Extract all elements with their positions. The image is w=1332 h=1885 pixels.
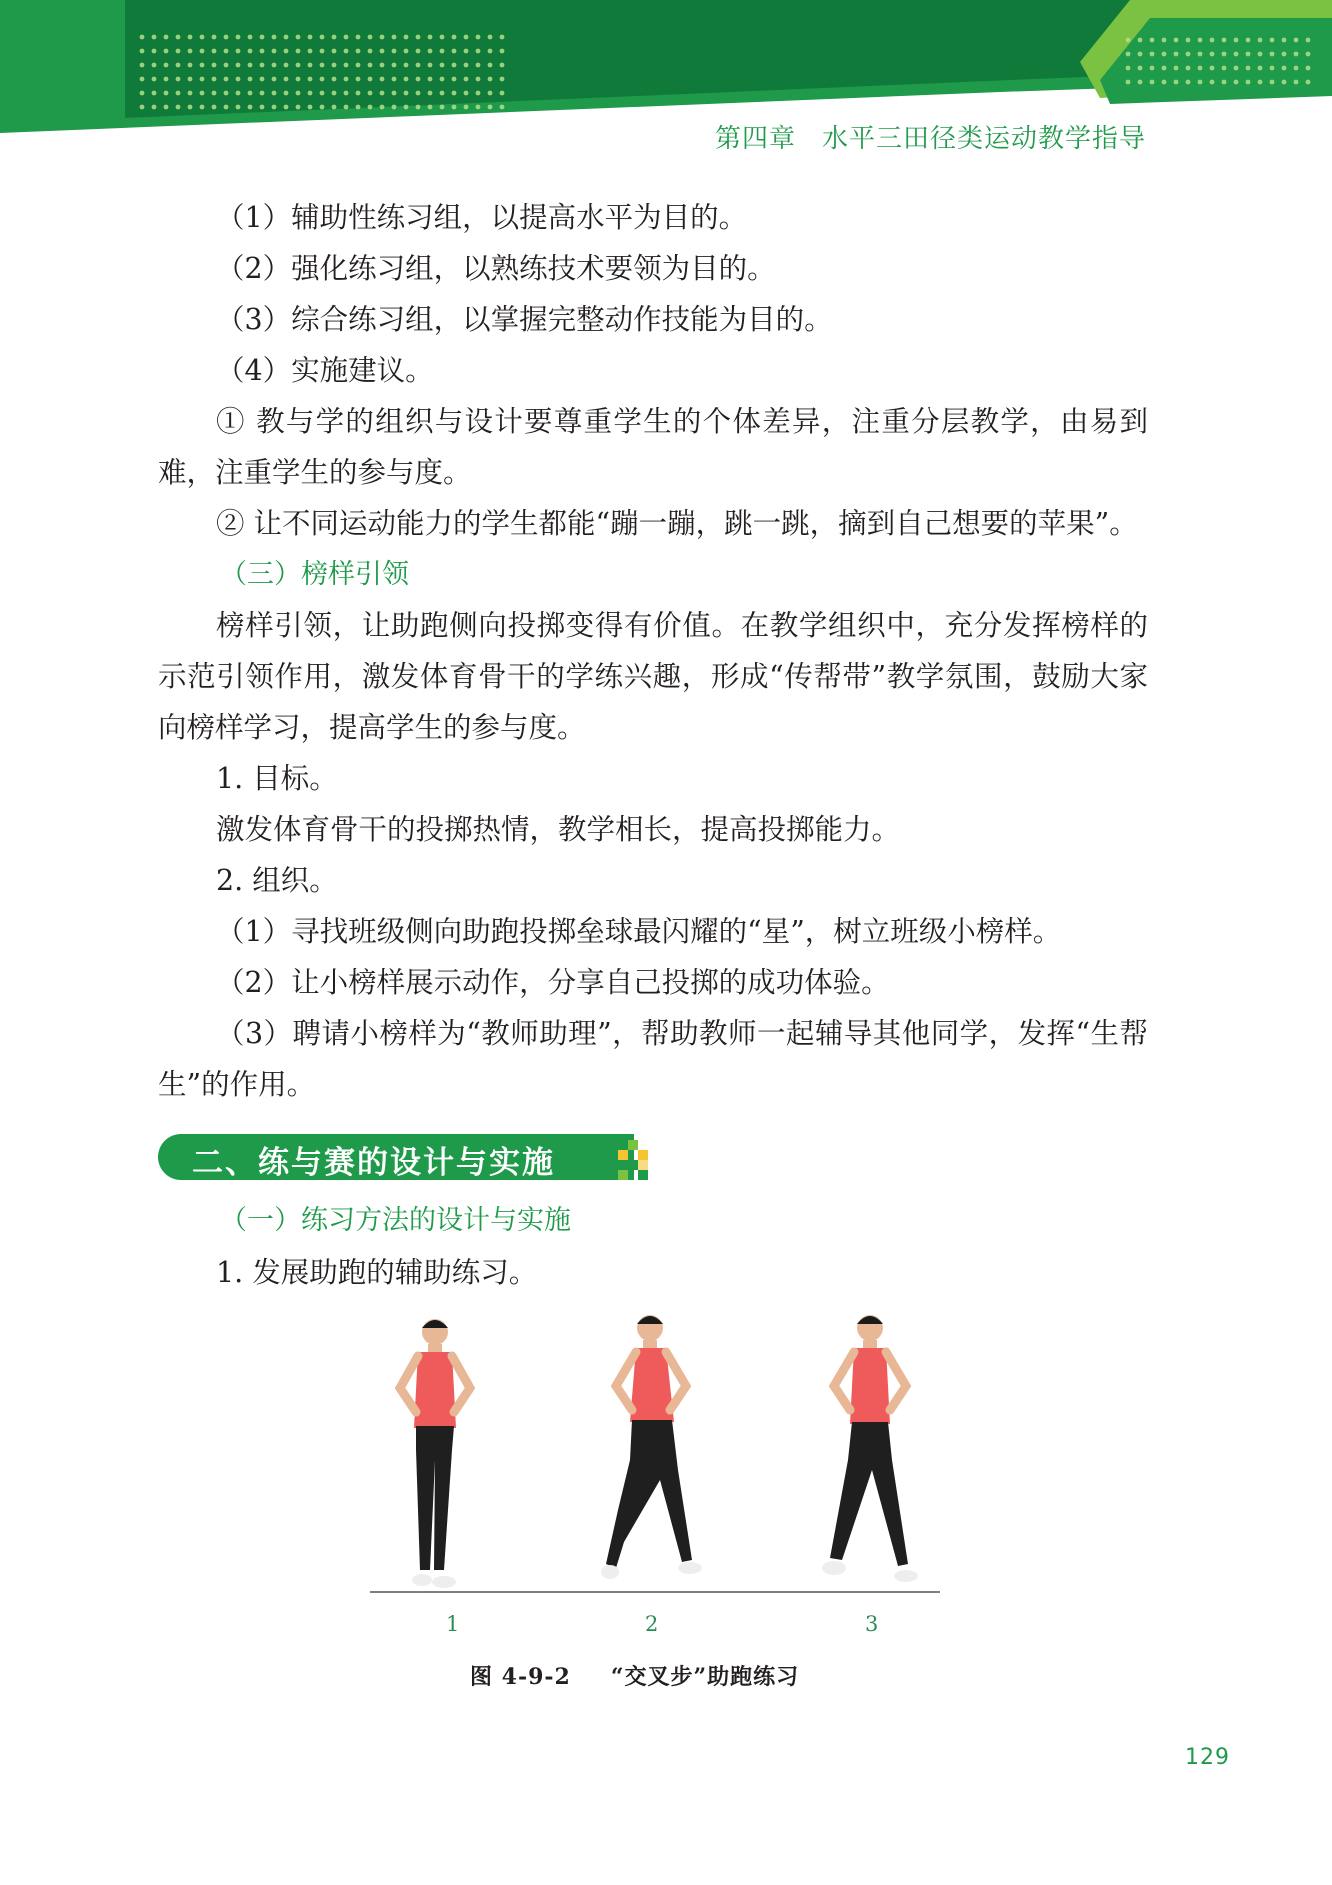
- paragraph: （2）强化练习组，以熟练技术要领为目的。: [216, 252, 776, 285]
- paragraph: （2）让小榜样展示动作，分享自己投掷的成功体验。: [216, 966, 890, 999]
- figure-label: 2: [645, 1612, 659, 1636]
- paragraph: （4）实施建议。: [216, 354, 434, 387]
- subheading: （一）练习方法的设计与实施: [220, 1205, 571, 1236]
- paragraph: （3）聘请小榜样为“教师助理”，帮助教师一起辅导其他同学，发挥“生帮生”的作用。: [158, 1017, 1148, 1101]
- paragraph: ② 让不同运动能力的学生都能“蹦一蹦，跳一跳，摘到自己想要的苹果”。: [216, 507, 1138, 540]
- athlete-pose-2: [601, 1315, 702, 1579]
- paragraph: （3）综合练习组，以掌握完整动作技能为目的。: [216, 303, 833, 336]
- athlete-pose-3: [822, 1315, 918, 1582]
- paragraph: ① 教与学的组织与设计要尊重学生的个体差异，注重分层教学，由易到难，注重学生的参与度。: [158, 405, 1148, 489]
- page-number: 129: [1185, 1745, 1230, 1770]
- header-banner: [0, 0, 1332, 135]
- figure-caption: [470, 1660, 799, 1691]
- paragraph: 1. 目标。: [216, 762, 338, 795]
- subheading: （三）榜样引领: [220, 559, 409, 590]
- paragraph: 榜样引领，让助跑侧向投掷变得有价值。在教学组织中，充分发挥榜样的示范引领作用，激发体育骨干的学练兴趣，形成“传帮带”教学氛围，鼓励大家向榜样学习，提高学生的参与度。: [158, 609, 1148, 744]
- chapter-number: 第四章: [714, 124, 796, 154]
- body-text: [158, 192, 1148, 1110]
- paragraph: （1）辅助性练习组，以提高水平为目的。: [216, 201, 748, 234]
- crossover-step-photo: [360, 1310, 960, 1610]
- section-title: 二、练与赛的设计与实施: [192, 1145, 555, 1181]
- paragraph: 激发体育骨干的投掷热情，教学相长，提高投掷能力。: [216, 813, 901, 846]
- figure-number: 图 4-9-2: [470, 1664, 571, 1690]
- checker-decoration-icon: [618, 1134, 648, 1180]
- chapter-title: 水平三田径类运动教学指导: [821, 124, 1146, 154]
- paragraph: （1）寻找班级侧向助跑投掷垒球最闪耀的“星”，树立班级小榜样。: [216, 915, 1062, 948]
- figure-title: “交叉步”助跑练习: [610, 1664, 800, 1690]
- section-heading: [158, 1134, 648, 1180]
- chapter-header: [715, 118, 1146, 155]
- paragraph: 2. 组织。: [216, 864, 338, 897]
- athlete-pose-1: [400, 1319, 470, 1588]
- figure-label: 3: [865, 1612, 879, 1636]
- list-item: 1. 发展助跑的辅助练习。: [216, 1256, 538, 1289]
- figure-label: 1: [446, 1612, 460, 1636]
